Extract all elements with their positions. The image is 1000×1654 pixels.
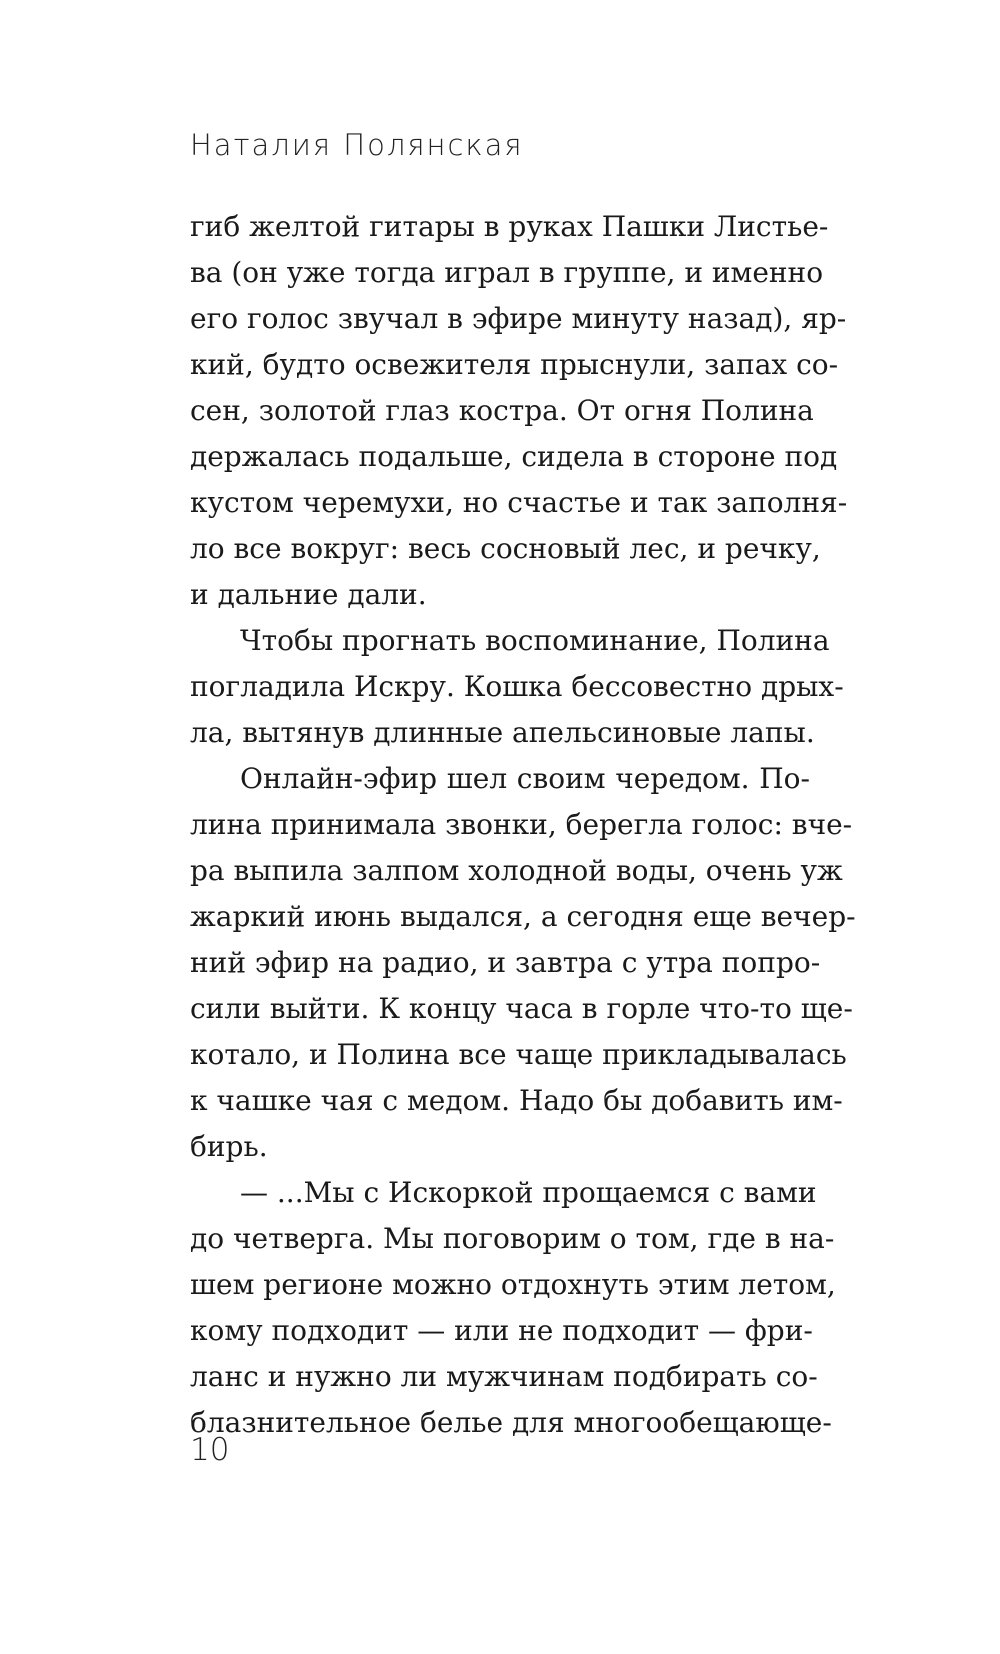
text-line: кий, будто освежителя прыснули, запах со- xyxy=(190,348,839,381)
text-line: гиб желтой гитары в руках Пашки Листье- xyxy=(190,210,829,243)
text-line: ра выпила залпом холодной воды, очень уж xyxy=(190,854,843,887)
text-line: котало, и Полина все чаще прикладывалась xyxy=(190,1038,847,1071)
text-line: — ...Мы с Искоркой прощаемся с вами xyxy=(240,1176,817,1209)
body-text xyxy=(190,204,856,1446)
running-head: Наталия Полянская xyxy=(190,128,524,162)
text-line: бирь. xyxy=(190,1130,268,1163)
text-line: Онлайн-эфир шел своим чередом. По- xyxy=(240,762,810,795)
text-line: Чтобы прогнать воспоминание, Полина xyxy=(240,624,830,657)
text-line: до четверга. Мы поговорим о том, где в на- xyxy=(190,1222,835,1255)
text-line: и дальние дали. xyxy=(190,578,427,611)
text-line: ло все вокруг: весь сосновый лес, и речку, xyxy=(190,532,821,565)
text-line: погладила Искру. Кошка бессовестно дрых- xyxy=(190,670,844,703)
text-line: ла, вытянув длинные апельсиновые лапы. xyxy=(190,716,815,749)
text-line: держалась подальше, сидела в стороне под xyxy=(190,440,838,473)
text-line: его голос звучал в эфире минуту назад), яр- xyxy=(190,302,847,335)
text-line: кому подходит — или не подходит — фри- xyxy=(190,1314,813,1347)
page-number: 10 xyxy=(190,1432,230,1468)
text-line: сен, золотой глаз костра. От огня Полина xyxy=(190,394,814,427)
text-line: шем регионе можно отдохнуть этим летом, xyxy=(190,1268,836,1301)
text-line: жаркий июнь выдался, а сегодня еще вечер- xyxy=(190,900,856,933)
text-line: ва (он уже тогда играл в группе, и именно xyxy=(190,256,824,289)
text-line: сили выйти. К концу часа в горле что-то ще- xyxy=(190,992,853,1025)
text-line: ний эфир на радио, и завтра с утра попро- xyxy=(190,946,821,979)
text-line: ланс и нужно ли мужчинам подбирать со- xyxy=(190,1360,818,1393)
text-line: кустом черемухи, но счастье и так заполня- xyxy=(190,486,848,519)
text-line: к чашке чая с медом. Надо бы добавить им- xyxy=(190,1084,843,1117)
text-line: лина принимала звонки, берегла голос: вче- xyxy=(190,808,853,841)
text-line: блазнительное белье для многообещающе- xyxy=(190,1406,832,1439)
